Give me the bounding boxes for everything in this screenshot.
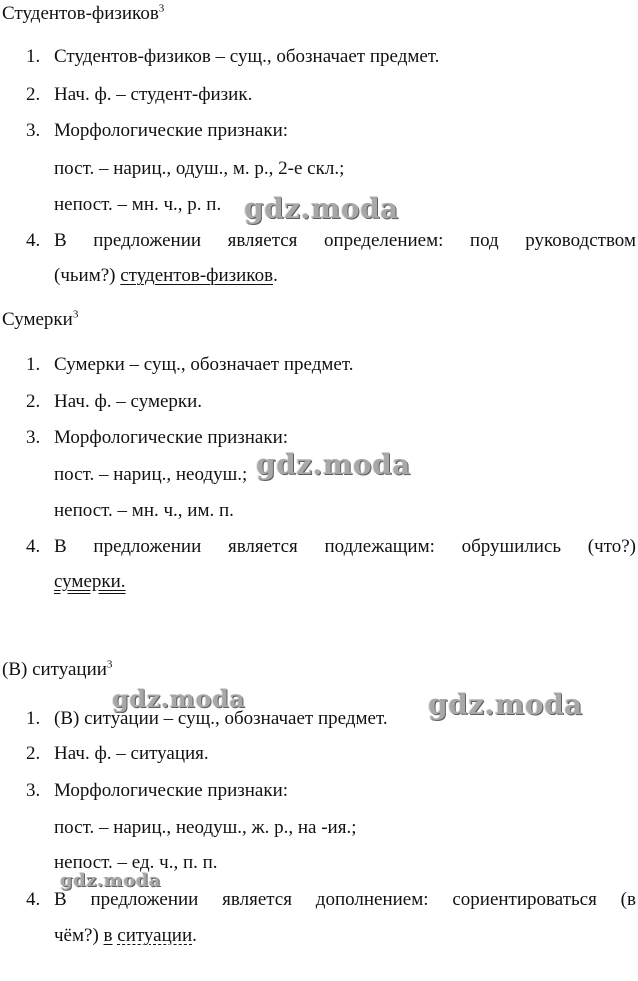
word: подлежащим: (324, 536, 435, 557)
watermark: gdz.moda (60, 870, 161, 891)
watermark: gdz.moda (244, 192, 399, 225)
item-number: 4. (26, 230, 41, 251)
morph-line: пост. – нариц., неодуш., ж. р., на -ия.; (54, 817, 357, 838)
item-text: Сумерки – сущ., обозначает предмет. (54, 354, 354, 375)
item-number: 1. (26, 46, 41, 67)
word: является (227, 536, 298, 557)
item-number: 2. (26, 84, 41, 105)
word: предложении (93, 230, 202, 251)
item-number: 1. (26, 354, 41, 375)
word: В (54, 230, 67, 251)
item-number: 1. (26, 708, 41, 729)
word: предложении (90, 889, 199, 910)
word: сориентироваться (452, 889, 597, 910)
underlined-word: сумерки. (54, 571, 126, 592)
item-number: 2. (26, 391, 41, 412)
word: предложении (93, 536, 202, 557)
word: является (222, 889, 292, 910)
morph-line: пост. – нариц., неодуш.; (54, 464, 248, 485)
word: под (469, 230, 499, 251)
word: (что?) (587, 536, 636, 557)
item-number: 3. (26, 780, 41, 801)
item-text: (В) ситуации – сущ., обозначает предмет. (54, 708, 388, 729)
item-text: Нач. ф. – ситуация. (54, 743, 209, 764)
continuation-line (54, 572, 126, 591)
word: В (54, 889, 67, 910)
morph-line: непост. – мн. ч., р. п. (54, 194, 222, 215)
morph-line: пост. – нариц., одуш., м. р., 2-е скл.; (54, 158, 345, 179)
section-heading: Студентов-физиков$^3$ (2, 2, 165, 24)
justified-line (54, 537, 636, 556)
item-number: 4. (26, 889, 41, 910)
item-text: Нач. ф. – сумерки. (54, 391, 203, 412)
item-number: 3. (26, 120, 41, 141)
underlined-word: студентов-физиков (120, 265, 274, 286)
watermark: gdz.moda (428, 688, 583, 721)
underlined-word: ситуации (117, 925, 193, 946)
item-text: Студентов-физиков – сущ., обозначает предмет. (54, 46, 440, 67)
word: руководством (525, 230, 636, 251)
word: является (227, 230, 298, 251)
word: дополнением: (315, 889, 429, 910)
item-text: Морфологические признаки: (54, 120, 289, 141)
item-text: Нач. ф. – студент-физик. (54, 84, 253, 105)
word: (в (620, 889, 636, 910)
justified-line (54, 890, 636, 909)
word: В (54, 536, 67, 557)
item-number: 3. (26, 427, 41, 448)
underlined-word: в (103, 925, 113, 946)
section-heading: Сумерки$^3$ (2, 308, 79, 330)
justified-line (54, 231, 636, 250)
item-number: 4. (26, 536, 41, 557)
item-text: Морфологические признаки: (54, 780, 289, 801)
watermark: gdz.moda (256, 448, 411, 481)
item-text: Морфологические признаки: (54, 427, 289, 448)
morph-line: непост. – ед. ч., п. п. (54, 852, 218, 873)
word: обрушились (461, 536, 562, 557)
word: определением: (323, 230, 444, 251)
continuation-line: чём?) в ситуации. (54, 925, 197, 946)
section-heading: (В) ситуации$^3$ (2, 658, 113, 680)
watermark: gdz.moda (112, 684, 246, 713)
morph-line: непост. – мн. ч., им. п. (54, 500, 234, 521)
item-number: 2. (26, 743, 41, 764)
continuation-line: (чьим?) студентов-физиков. (54, 265, 278, 286)
